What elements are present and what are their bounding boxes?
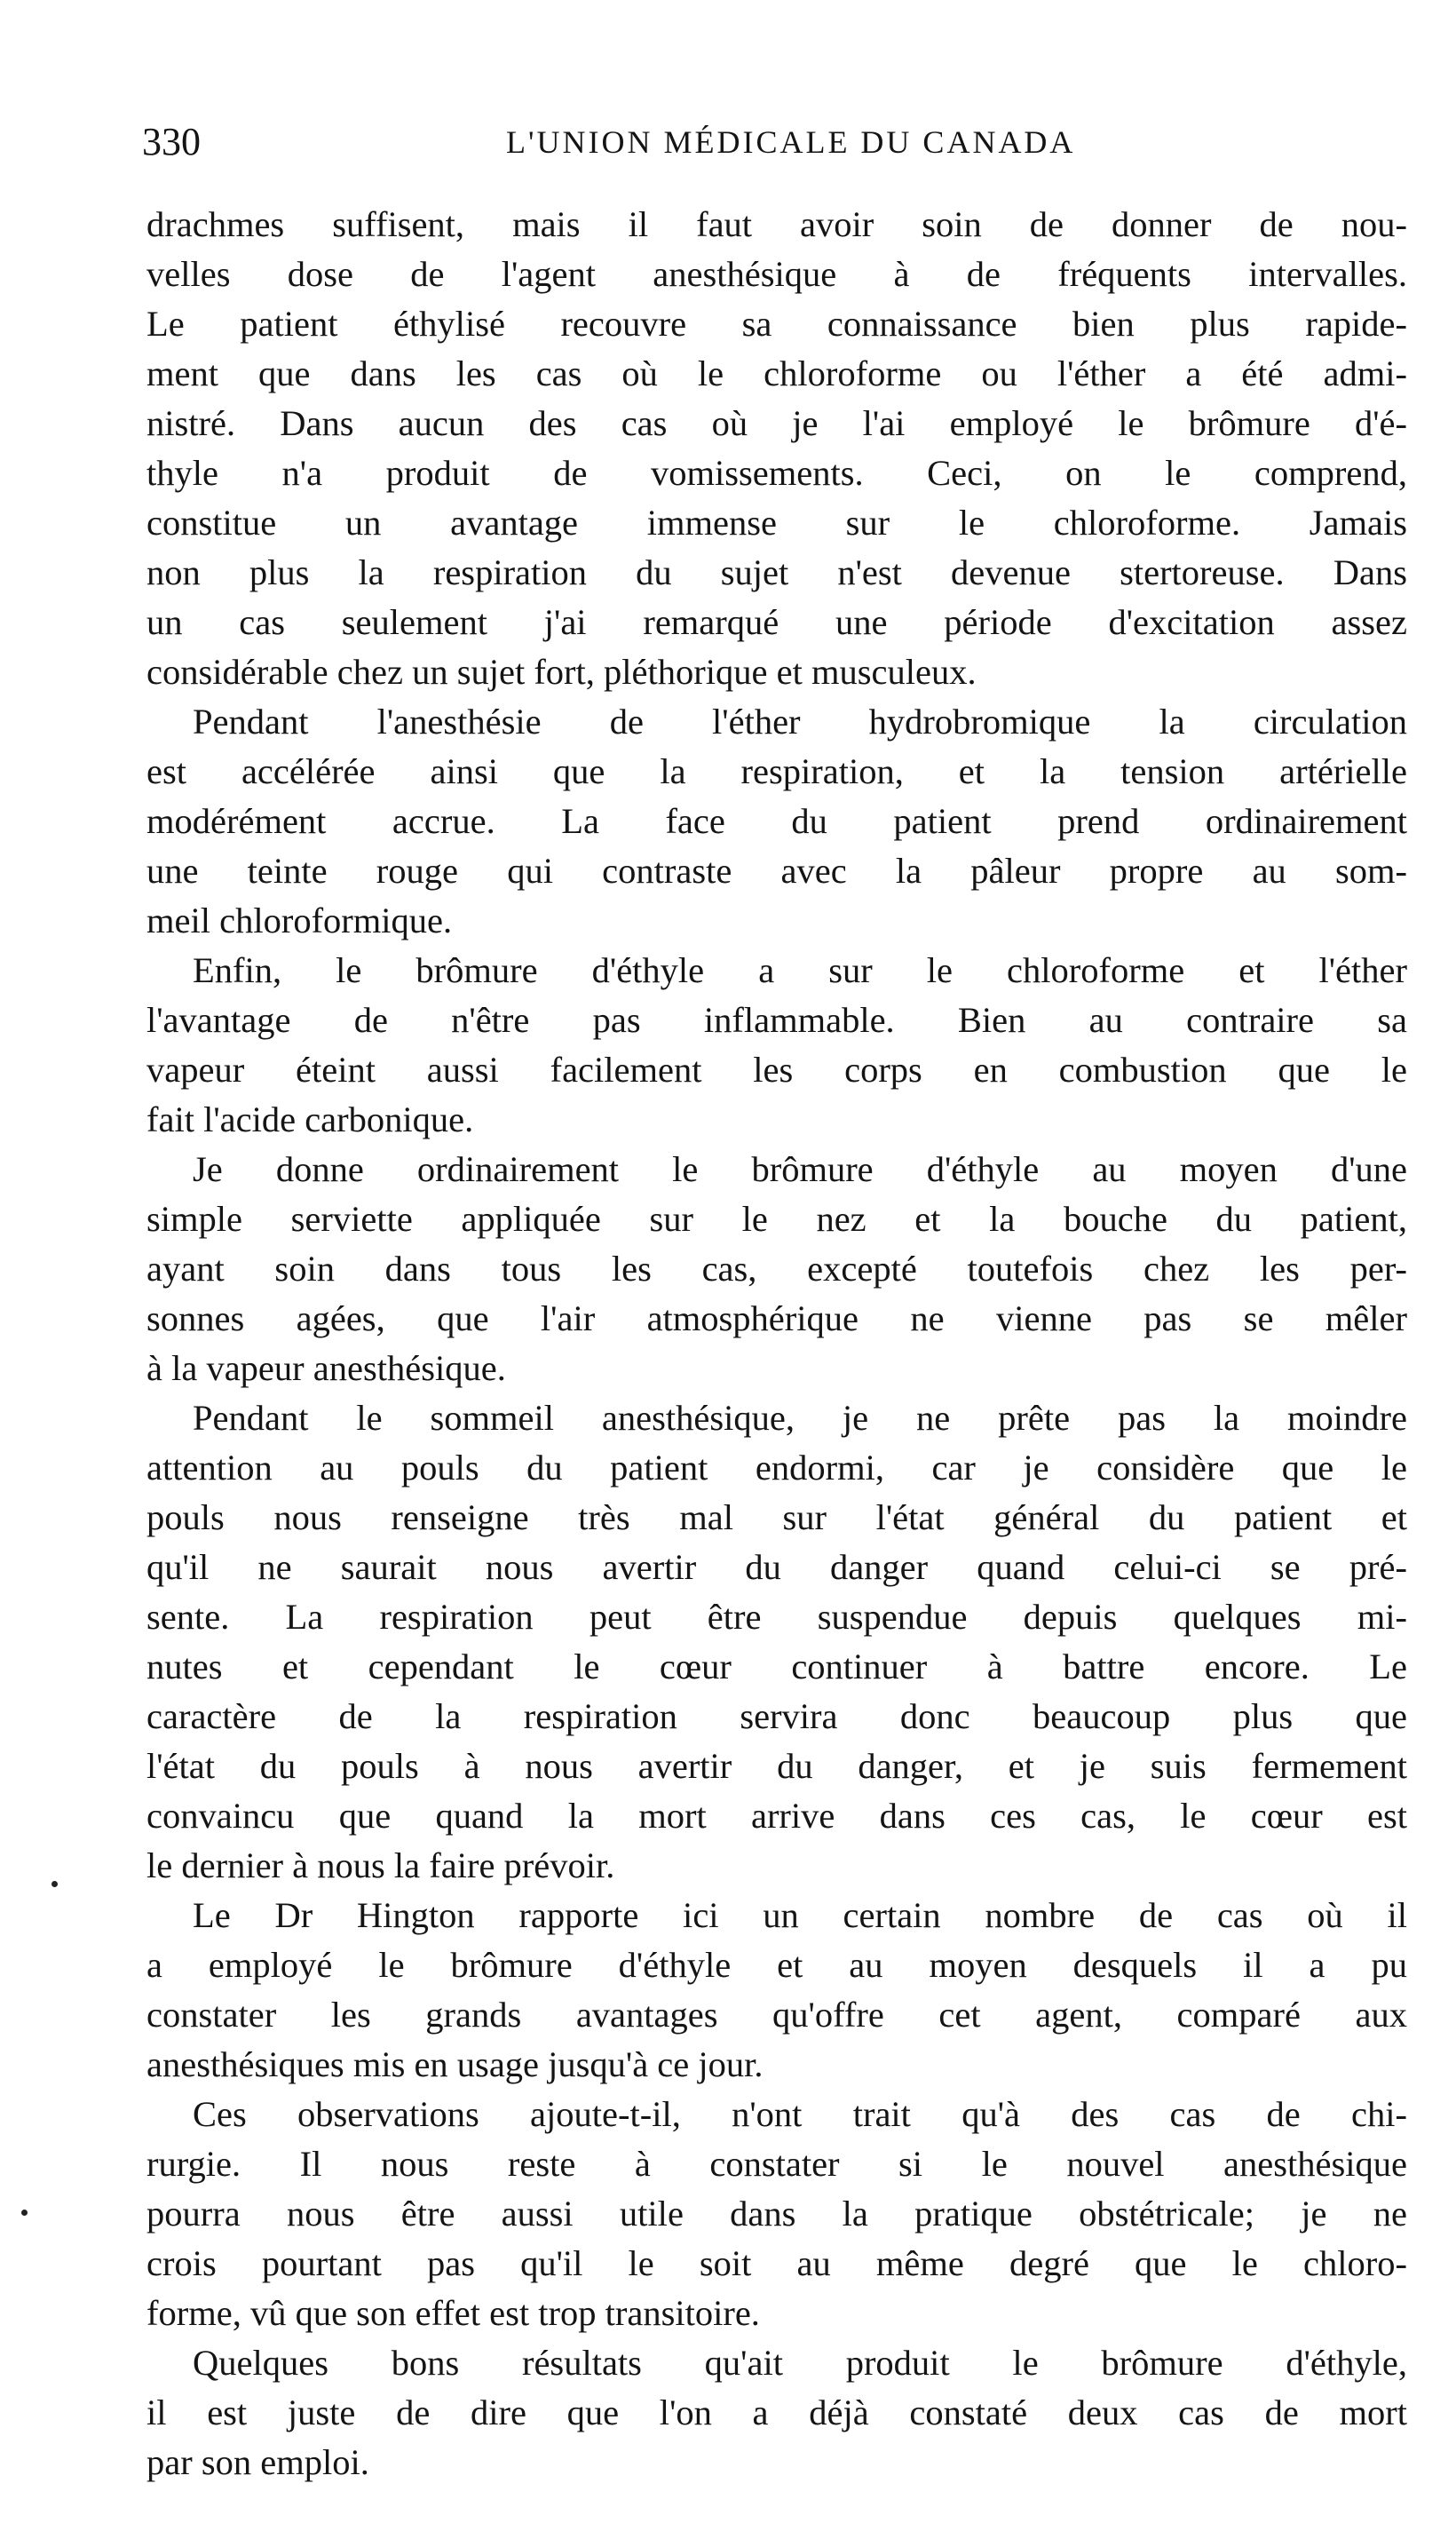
text-line: convaincu que quand la mort arrive dans ces cas, le cœur est (146, 1796, 1407, 1836)
text-line: il est juste de dire que l'on a déjà constaté deux cas de mort (146, 2392, 1407, 2432)
text-line: sonnes agées, que l'air atmosphérique ne vienne pas se mêler (146, 1298, 1407, 1338)
text-line: constitue un avantage immense sur le chloroforme. Jamais (146, 503, 1407, 543)
text-line: attention au pouls du patient endormi, car je considère que le (146, 1448, 1407, 1488)
text-line: vapeur éteint aussi facilement les corps en combustion que le (146, 1050, 1407, 1090)
text-line: l'état du pouls à nous avertir du danger, et je suis fermement (146, 1746, 1407, 1786)
text-line: non plus la respiration du sujet n'est devenue stertoreuse. Dans (146, 552, 1407, 592)
text-line: par son emploi. (146, 2442, 369, 2482)
text-line: anesthésiques mis en usage jusqu'à ce jour. (146, 2044, 764, 2084)
page-number: 330 (142, 120, 201, 163)
text-line: considérable chez un sujet fort, pléthorique et musculeux. (146, 652, 977, 692)
ink-speck (51, 1881, 58, 1887)
text-line: Pendant le sommeil anesthésique, je ne prête pas la moindre (193, 1398, 1407, 1438)
text-line: fait l'acide carbonique. (146, 1099, 474, 1139)
text-line: forme, vû que son effet est trop transitoire. (146, 2293, 760, 2333)
text-line: pouls nous renseigne très mal sur l'état général du patient et (146, 1497, 1407, 1537)
text-line: nistré. Dans aucun des cas où je l'ai employé le brômure d'é- (146, 403, 1407, 443)
text-line: un cas seulement j'ai remarqué une période d'excitation assez (146, 602, 1407, 642)
ink-speck (21, 2210, 28, 2216)
text-line: Je donne ordinairement le brômure d'éthyle au moyen d'une (193, 1149, 1407, 1189)
text-line: Ces observations ajoute-t-il, n'ont trait qu'à des cas de chi- (193, 2094, 1407, 2134)
text-line: qu'il ne saurait nous avertir du danger quand celui-ci se pré- (146, 1547, 1407, 1587)
text-line: ment que dans les cas où le chloroforme ou l'éther a été admi- (146, 353, 1407, 393)
text-line: une teinte rouge qui contraste avec la pâleur propre au som- (146, 851, 1407, 891)
text-line: le dernier à nous la faire prévoir. (146, 1845, 615, 1885)
text-line: Le Dr Hington rapporte ici un certain nombre de cas où il (193, 1895, 1407, 1935)
text-line: sente. La respiration peut être suspendue depuis quelques mi- (146, 1597, 1407, 1637)
text-line: caractère de la respiration servira donc beaucoup plus que (146, 1696, 1407, 1736)
text-line: a employé le brômure d'éthyle et au moyen desquels il a pu (146, 1945, 1407, 1985)
text-line: velles dose de l'agent anesthésique à de fréquents intervalles. (146, 254, 1407, 294)
text-line: Pendant l'anesthésie de l'éther hydrobromique la circulation (193, 702, 1407, 742)
text-line: l'avantage de n'être pas inflammable. Bien au contraire sa (146, 1000, 1407, 1040)
text-line: ayant soin dans tous les cas, excepté toutefois chez les per- (146, 1249, 1407, 1289)
running-head (142, 115, 1385, 169)
text-line: Enfin, le brômure d'éthyle a sur le chloroforme et l'éther (193, 950, 1407, 990)
text-line: drachmes suffisent, mais il faut avoir soin de donner de nou- (146, 204, 1407, 244)
body-text (146, 200, 1407, 2487)
text-line: pourra nous être aussi utile dans la pratique obstétricale; je ne (146, 2194, 1407, 2234)
text-line: simple serviette appliquée sur le nez et la bouche du patient, (146, 1199, 1407, 1239)
journal-title: L'UNION MÉDICALE DU CANADA (506, 124, 1076, 160)
text-line: est accélérée ainsi que la respiration, et la tension artérielle (146, 751, 1407, 791)
text-line: thyle n'a produit de vomissements. Ceci, on le comprend, (146, 453, 1407, 493)
text-line: nutes et cependant le cœur continuer à battre encore. Le (146, 1646, 1407, 1686)
text-line: Quelques bons résultats qu'ait produit le brômure d'éthyle, (193, 2343, 1407, 2383)
text-line: constater les grands avantages qu'offre cet agent, comparé aux (146, 1995, 1407, 2035)
text-line: rurgie. Il nous reste à constater si le nouvel anesthésique (146, 2144, 1407, 2184)
text-line: meil chloroformique. (146, 901, 453, 940)
text-line: modérément accrue. La face du patient prend ordinairement (146, 801, 1407, 841)
text-line: Le patient éthylisé recouvre sa connaissance bien plus rapide- (146, 304, 1407, 344)
text-line: crois pourtant pas qu'il le soit au même degré que le chloro- (146, 2243, 1407, 2283)
text-line: à la vapeur anesthésique. (146, 1348, 506, 1388)
